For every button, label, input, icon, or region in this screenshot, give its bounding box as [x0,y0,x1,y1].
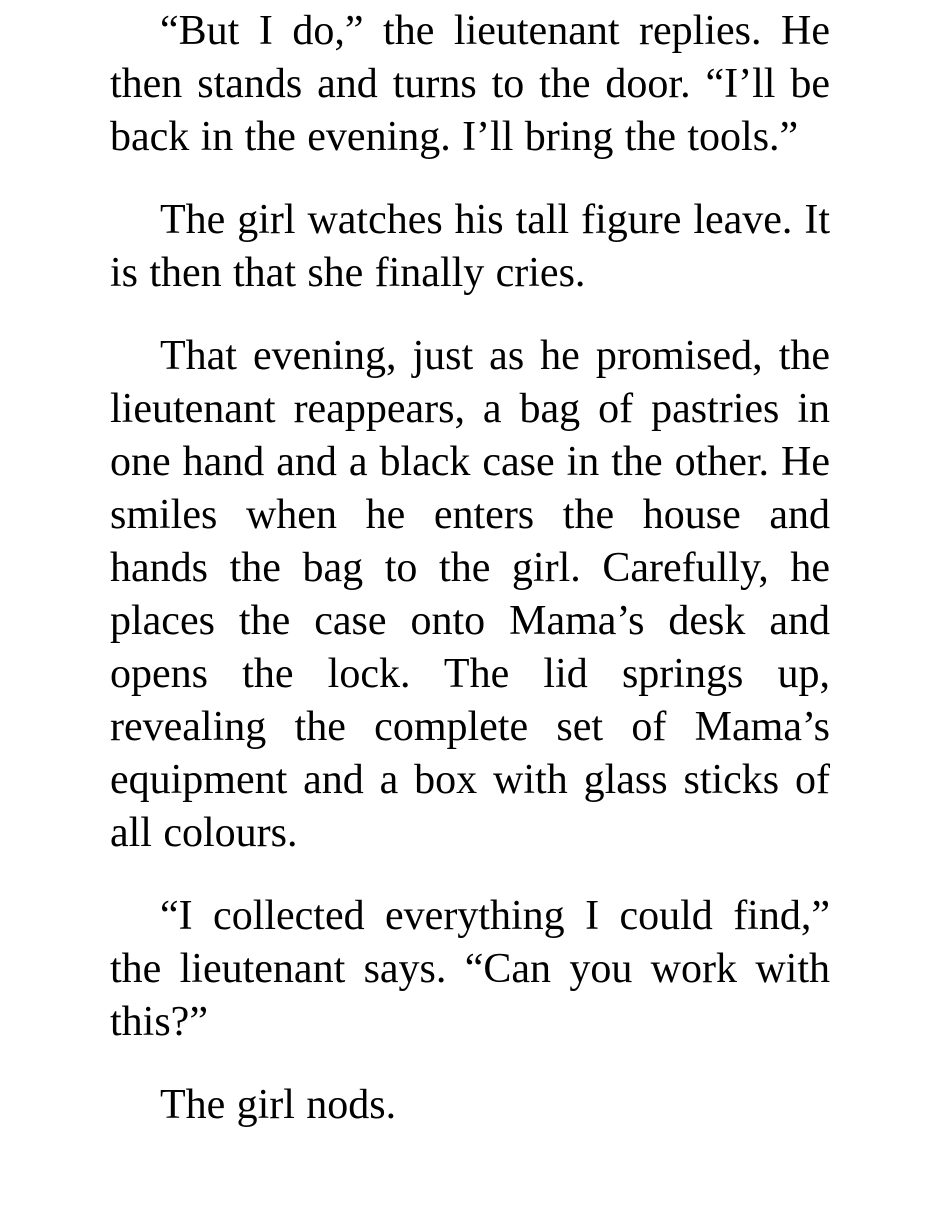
paragraph: “I collected everything I could find,” the lieutenant says. “Can you work with this?” [110,893,830,1045]
paragraph: The girl nods. [160,1082,397,1128]
paragraph: That evening, just as he promised, the lieutenant reappears, a bag of pastries in one hand and a black case in the other. He smiles when he enters the house and hands the bag to the girl. Carefully, he places the case onto Mama’s desk and opens the lock. The lid springs up, revealing the complete set of Mama’s equipment and a box with glass sticks of all colours. [110,333,830,856]
paragraph: “But I do,” the lieutenant replies. He then stands and turns to the door. “I’ll be back in the evening. I’ll bring the tools.” [110,8,830,160]
paragraph: The girl watches his tall figure leave. It is then that she finally cries. [110,197,830,296]
